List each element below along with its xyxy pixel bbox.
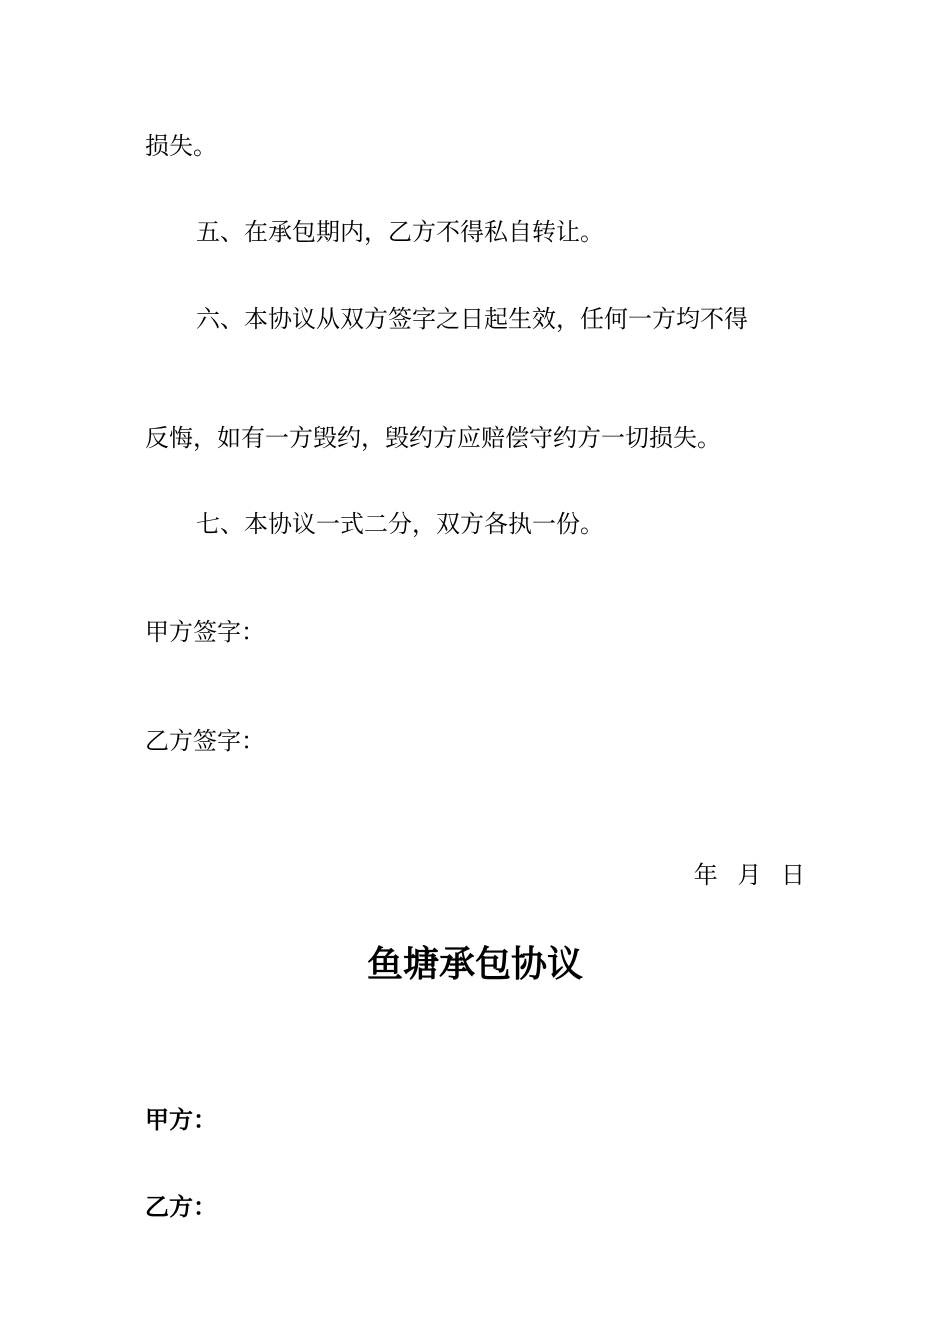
- text-loss-ending: 损失。: [145, 132, 217, 160]
- clause-6-line-1: 六、本协议从双方签字之日起生效，任何一方均不得: [196, 305, 748, 333]
- party-b-label: 乙方：: [145, 1193, 217, 1221]
- clause-7: 七、本协议一式二分，双方各执一份。: [196, 510, 604, 538]
- clause-5: 五、在承包期内，乙方不得私自转让。: [196, 218, 604, 246]
- clause-6-line-2: 反悔，如有一方毁约，毁约方应赔偿守约方一切损失。: [145, 424, 721, 452]
- party-b-signature-label: 乙方签字：: [145, 727, 265, 755]
- document-title: 鱼塘承包协议: [366, 944, 583, 985]
- party-a-signature-label: 甲方签字：: [145, 618, 265, 646]
- date-line: 年 月 日: [693, 861, 805, 889]
- party-a-label: 甲方：: [145, 1106, 217, 1134]
